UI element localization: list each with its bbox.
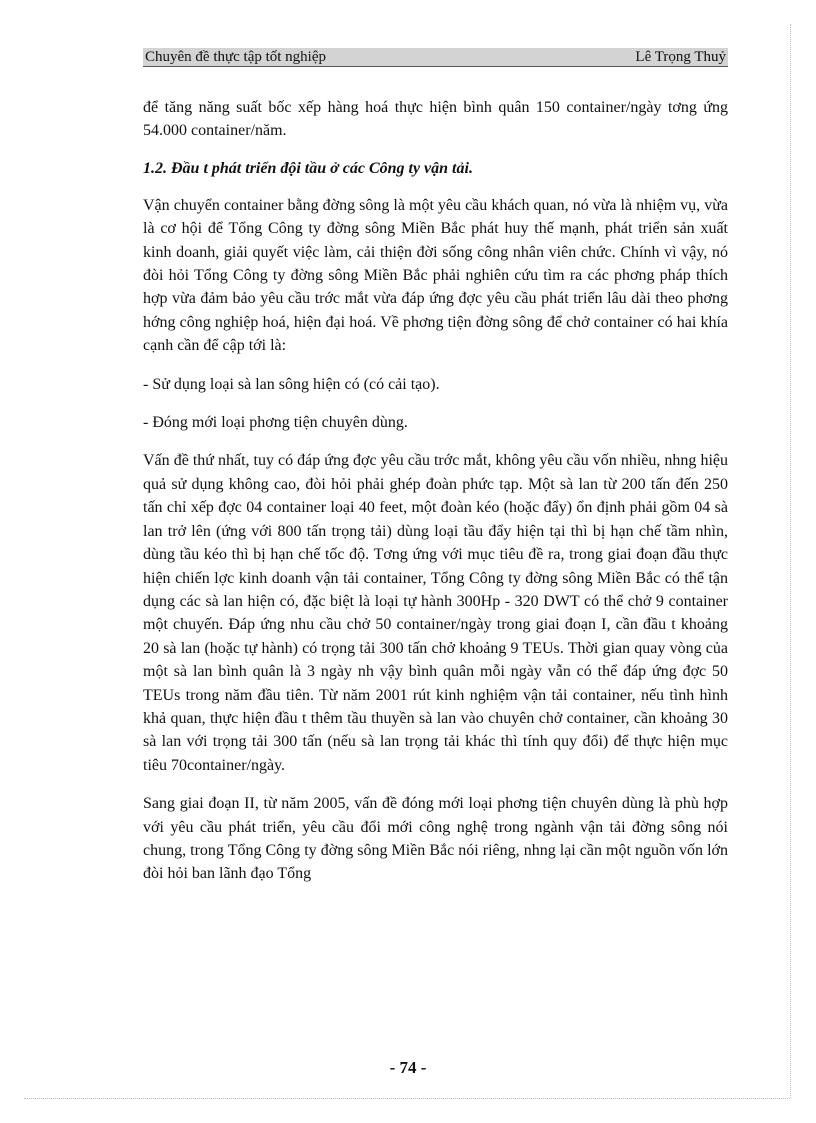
page-header [143,48,728,67]
list-item-new-vessels: - Đóng mới loại phơng tiện chuyên dùng. [143,414,408,432]
header-document-title: Chuyên đề thực tập tốt nghiệp [145,49,327,65]
section-heading: 1.2. Đầu t phát triển đội tầu ở các Công ty vận tải. [143,159,473,177]
paragraph-container-transport: Vận chuyển container bằng đờng sông là một yêu cầu khách quan, nó vừa là nhiệm vụ, vừa là cơ hội để Tổng Công ty đờng sông Miền Bắc phát huy thế mạnh, phát triển sản xuất kinh doanh, giải quyết việc làm, cải thiện đời sống công nhân viên chức. Chính vì vậy, nó đòi hỏi Tổng Công ty đờng sông Miền Bắc phải nghiên cứu tìm ra các phơng pháp thích hợp vừa đảm bảo yêu cầu trớc mắt vừa đáp ứng đợc yêu cầu phát triển lâu dài theo phơng hớng công nghiệp hoá, hiện đại hoá. Về phơng tiện đờng sông để chở container có hai khía cạnh cần để cập tới là: [143,196,728,355]
page-bottom-border [24,1098,790,1099]
header-author-name: Lê Trọng Thuỷ [635,49,726,65]
paragraph-phase-two: Sang giai đoạn II, từ năm 2005, vấn đề đóng mới loại phơng tiện chuyên dùng là phù hợp với yêu cầu phát triển, yêu cầu đổi mới công nghệ trong ngành vận tải đờng sông nói chung, trong Tổng Công ty đờng sông Miền Bắc nói riêng, nhng lại cần một nguồn vốn lớn đòi hỏi ban lãnh đạo Tổng [143,795,728,883]
document-body [143,96,728,901]
paragraph-first-issue: Vấn đề thứ nhất, tuy có đáp ứng đợc yêu cầu trớc mắt, không yêu cầu vốn nhiều, nhng hiệu quả sử dụng không cao, đòi hỏi phải ghép đoàn phức tạp. Một sà lan từ 200 tấn đến 250 tấn chỉ xếp đợc 04 container loại 40 feet, một đoàn kéo (hoặc đẩy) ổn định phải gồm 04 sà lan trở lên (ứng với 800 tấn trọng tải) dùng loại tầu đẩy hiện tại thì bị hạn chế tầm nhìn, dùng tầu kéo thì bị hạn chế tốc độ. Tơng ứng với mục tiêu đề ra, trong giai đoạn đầu thực hiện chiến lợc kinh doanh vận tải container, Tổng Công ty đờng sông Miền Bắc có thể tận dụng các sà lan hiện có, đặc biệt là loại tự hành 300Hp - 320 DWT có thể chở 9 container một chuyến. Đáp ứng nhu cầu chở 50 container/ngày trong giai đoạn I, cần đầu t khoảng 20 sà lan (hoặc tự hành) có trọng tải 300 tấn chở khoảng 9 TEUs. Thời gian quay vòng của một sà lan bình quân là 3 ngày nh vậy bình quân mỗi ngày vẫn có thể đáp ứng đợc 50 TEUs trong năm đầu tiên. Từ năm 2001 rút kinh nghiệm vận tải container, nếu tình hình khả quan, thực hiện đầu t thêm tầu thuyền sà lan vào chuyên chở container, cần khoảng 30 sà lan với trọng tải 300 tấn (nếu sà lan trọng tải khác thì tính quy đổi) để thực hiện mục tiêu 70container/ngày. [143,452,728,774]
page-right-border [790,24,791,1098]
paragraph-intro-continuation: để tăng năng suất bốc xếp hàng hoá thực hiện bình quân 150 container/ngày tơng ứng 54.000 container/năm. [143,99,728,140]
list-item-existing-barges: - Sử dụng loại sà lan sông hiện có (có cải tạo). [143,375,440,393]
page-number: - 74 - [389,1058,427,1077]
